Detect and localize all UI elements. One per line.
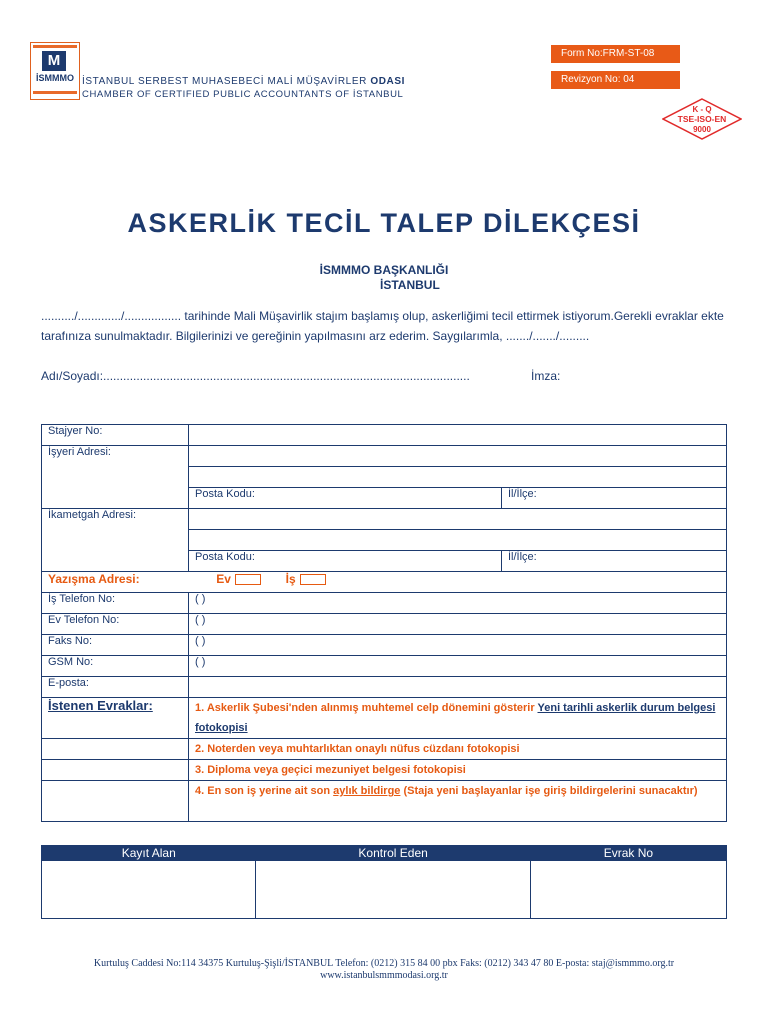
applicant-info-table [41, 424, 727, 822]
stajyer-no-field[interactable] [189, 425, 727, 446]
il-ilce-label: İl/İlçe: [508, 551, 537, 563]
required-doc-4-link: aylık bildirge [333, 785, 401, 797]
cert-line1: K - Q [692, 105, 712, 114]
org-name-tr [82, 76, 405, 87]
ismmmo-logo [30, 42, 80, 100]
petition-paragraph: ........../............./................. tarihinde Mali Müşavirlik stajım başlamış olup, askerliğimi tecil ettirmek istiyorum.Gerekli evraklar ekte tarafınıza sunulmaktadır. Bilgilerinizi ve gereğinin yapılmasını arz ederim. Saygılarımla, ......./......./......... [41, 309, 724, 343]
document-title: ASKERLİK TECİL TALEP DİLEKÇESİ [127, 208, 641, 238]
evrak-no-header: Evrak No [530, 846, 726, 861]
eposta-label: E-posta: [42, 677, 189, 698]
is-telefon-label: İş Telefon No: [42, 593, 189, 614]
empty-label-cell [42, 739, 189, 760]
phone-area-code: ( ) [195, 593, 206, 605]
signature-label: İmza: [531, 369, 561, 383]
isyeri-il-ilce-field[interactable] [502, 488, 727, 509]
phone-area-code: ( ) [195, 635, 206, 647]
ikametgah-adresi-line2[interactable] [189, 530, 727, 551]
yazisma-adresi-label: Yazışma Adresi: [48, 572, 140, 586]
kontrol-eden-header: Kontrol Eden [256, 846, 530, 861]
gsm-label: GSM No: [42, 656, 189, 677]
footer-address: Kurtuluş Caddesi No:114 34375 Kurtuluş-Şişli/İSTANBUL Telefon: (0212) 315 84 00 pbx Faks: (0212) 343 47 80 E-posta: staj@ismmmo.org.tr [93, 958, 675, 969]
stajyer-no-label: Stajyer No: [42, 425, 189, 446]
cert-line2: TSE-ISO-EN [677, 114, 727, 124]
ikametgah-posta-kodu-field[interactable] [189, 551, 502, 572]
required-doc-1-text: 1. Askerlik Şubesi'nden alınmış muhtemel celp dönemini gösterir [195, 702, 538, 714]
form-number-badge: Form No:FRM-ST-08 [551, 45, 680, 63]
required-doc-1 [189, 698, 727, 739]
posta-kodu-label: Posta Kodu: [195, 488, 255, 500]
kontrol-eden-cell[interactable] [256, 861, 530, 919]
record-table [41, 845, 727, 919]
posta-kodu-label: Posta Kodu: [195, 551, 255, 563]
is-telefon-field[interactable] [189, 593, 727, 614]
required-doc-4-text: 4. En son iş yerine ait son [195, 785, 334, 797]
cert-line3: 9000 [693, 125, 711, 134]
faks-field[interactable] [189, 635, 727, 656]
eposta-field[interactable] [189, 677, 727, 698]
phone-area-code: ( ) [195, 656, 206, 668]
addressee-line1: İSMMMO BAŞKANLIĞI [319, 263, 449, 277]
required-doc-3: 3. Diploma veya geçici mezuniyet belgesi fotokopisi [189, 760, 727, 781]
name-surname-line[interactable]: Adı/Soyadı:.............................................................................................................. [41, 369, 470, 383]
revision-badge: Revizyon No: 04 [551, 71, 680, 89]
ev-telefon-field[interactable] [189, 614, 727, 635]
ikametgah-adresi-label: İkametgah Adresi: [42, 509, 189, 572]
kayit-alan-header: Kayıt Alan [42, 846, 256, 861]
yazisma-adresi-row [42, 572, 727, 593]
required-doc-4-note: (Staja yeni başlayanlar işe giriş bildirgelerini sunacaktır) [400, 785, 698, 797]
ikametgah-adresi-line1[interactable] [189, 509, 727, 530]
isyeri-posta-kodu-field[interactable] [189, 488, 502, 509]
addressee-line2: İSTANBUL [380, 278, 440, 292]
faks-label: Faks No: [42, 635, 189, 656]
ev-option-label: Ev [216, 572, 231, 586]
ev-checkbox[interactable] [235, 574, 261, 585]
phone-area-code: ( ) [195, 614, 206, 626]
org-name-tr-suffix: ODASI [370, 76, 405, 87]
ev-telefon-label: Ev Telefon No: [42, 614, 189, 635]
isyeri-adresi-line2[interactable] [189, 467, 727, 488]
empty-label-cell [42, 760, 189, 781]
tse-iso-certification-icon [662, 98, 742, 140]
footer-website[interactable]: www.istanbulsmmmodasi.org.tr [320, 970, 448, 981]
gsm-field[interactable] [189, 656, 727, 677]
istenen-evraklar-label: İstenen Evraklar: [48, 698, 153, 713]
empty-label-cell [42, 781, 189, 822]
required-doc-1-link: Yeni tarihli askerlik durum belgesi fotokopisi [195, 702, 716, 734]
org-name-en: CHAMBER OF CERTIFIED PUBLIC ACCOUNTANTS OF İSTANBUL [82, 89, 404, 100]
il-ilce-label: İl/İlçe: [508, 488, 537, 500]
is-checkbox[interactable] [300, 574, 326, 585]
kayit-alan-cell[interactable] [42, 861, 256, 919]
org-name-tr-prefix: İSTANBUL SERBEST MUHASEBECİ MALİ MÜŞAVİRLER [82, 76, 367, 87]
is-option-label: İş [285, 572, 296, 586]
required-doc-4 [189, 781, 727, 822]
isyeri-adresi-line1[interactable] [189, 446, 727, 467]
required-doc-2: 2. Noterden veya muhtarlıktan onaylı nüfus cüzdanı fotokopisi [189, 739, 727, 760]
istenen-evraklar-cell [42, 698, 189, 739]
isyeri-adresi-label: İşyeri Adresi: [42, 446, 189, 509]
evrak-no-cell[interactable] [530, 861, 726, 919]
ikametgah-il-ilce-field[interactable] [502, 551, 727, 572]
logo-name: İSMMMO [36, 73, 74, 83]
logo-letter: M [42, 51, 66, 71]
